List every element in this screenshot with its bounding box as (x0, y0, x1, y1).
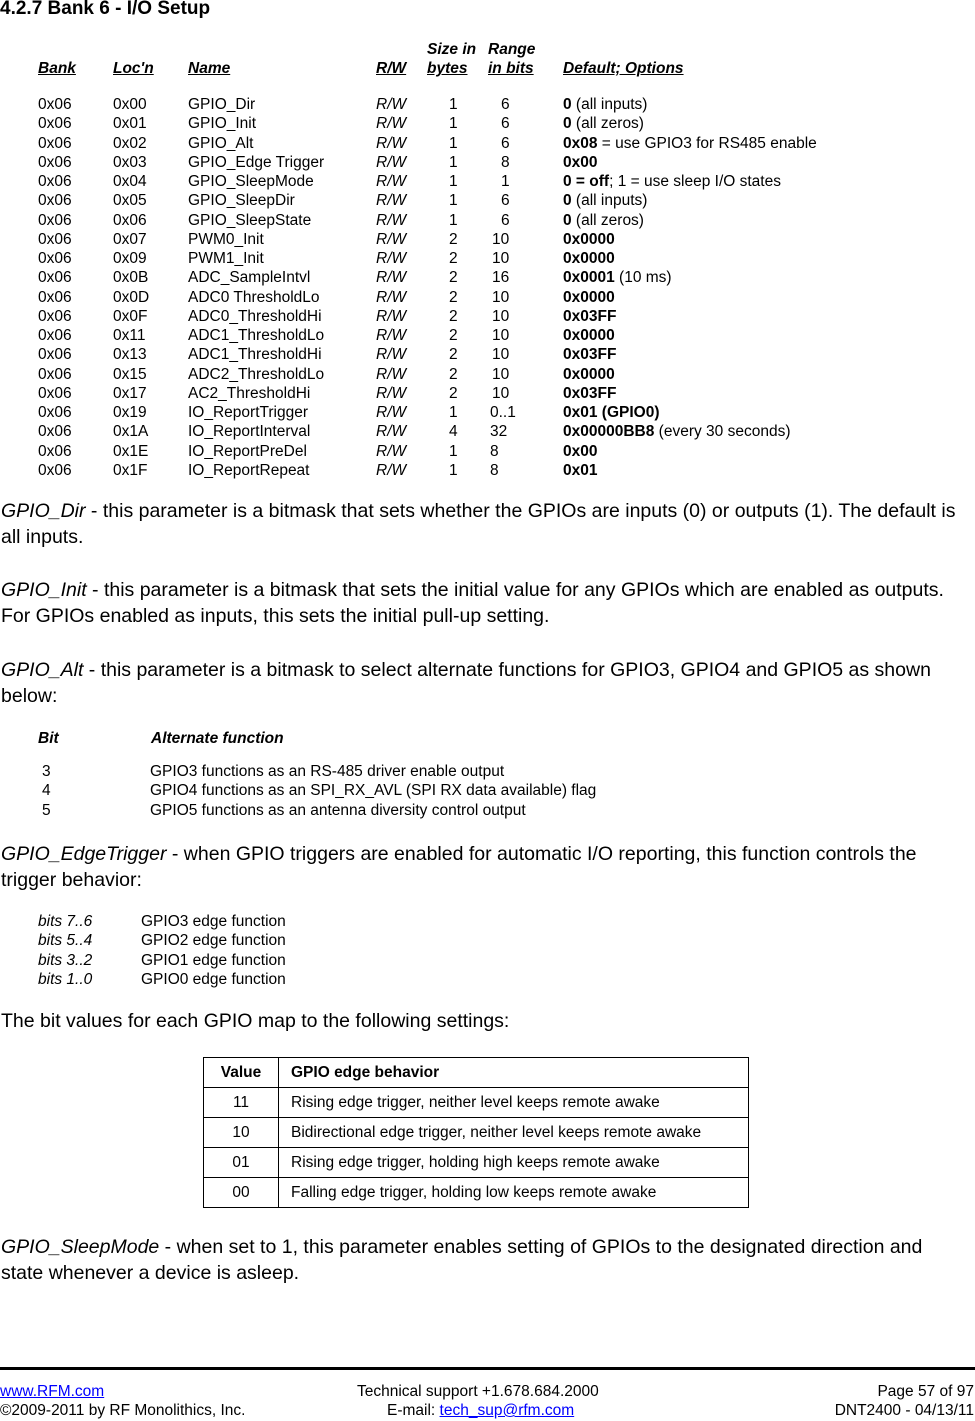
name-cell: ADC0 ThresholdLo (188, 288, 320, 306)
edge-bit-row (0, 971, 975, 990)
edge-row (204, 1148, 749, 1178)
name-cell: PWM0_Init (188, 230, 264, 248)
bank-cell: 0x06 (38, 365, 72, 383)
table-row (0, 327, 975, 346)
behavior-cell: Rising edge trigger, holding high keeps remote awake (279, 1148, 749, 1178)
locn-cell: 0x0F (113, 307, 148, 325)
range-cell: 8 (501, 153, 510, 171)
name-cell: GPIO_SleepDir (188, 192, 295, 210)
bank-cell: 0x06 (38, 327, 72, 344)
behavior-cell: Falling edge trigger, holding low keeps remote awake (279, 1178, 749, 1208)
rw-cell: R/W (376, 192, 407, 210)
range-cell: 8 (490, 442, 499, 460)
size-cell: 1 (449, 404, 458, 421)
rw-cell: R/W (376, 288, 407, 306)
locn-cell: 0x09 (113, 250, 147, 267)
table-row (0, 154, 975, 173)
default-cell (563, 423, 790, 441)
default-cell (563, 192, 647, 210)
rw-cell: R/W (376, 96, 407, 113)
size-cell: 1 (449, 115, 458, 133)
rw-cell: R/W (376, 346, 407, 364)
behavior-cell: Bidirectional edge trigger, neither level keeps remote awake (279, 1118, 749, 1148)
name-cell: ADC2_ThresholdLo (188, 365, 325, 383)
default-cell (563, 269, 672, 287)
range-cell: 16 (492, 269, 510, 287)
table-row (0, 231, 975, 250)
range-cell: 10 (492, 288, 510, 306)
default-cell (563, 173, 781, 191)
size-cell: 2 (449, 365, 458, 383)
edge-col-value: Value (204, 1058, 279, 1088)
default-cell (563, 289, 615, 307)
name-cell: IO_ReportTrigger (188, 404, 309, 421)
default-value: 0 (563, 192, 572, 210)
default-value: 0x0000 (563, 327, 615, 344)
size-cell: 2 (449, 327, 458, 344)
range-cell: 10 (492, 327, 510, 344)
col-bank: Bank (38, 60, 76, 77)
size-cell: 2 (449, 269, 458, 287)
default-note: (all inputs) (571, 96, 648, 113)
name-cell: GPIO_Edge Trigger (188, 153, 325, 171)
locn-cell: 0x15 (113, 365, 147, 383)
default-cell (563, 96, 647, 114)
size-cell: 1 (449, 461, 458, 479)
section-heading: 4.2.7 Bank 6 - I/O Setup (0, 0, 211, 19)
table-row (0, 404, 975, 423)
range-cell: 10 (492, 307, 510, 325)
default-cell (563, 308, 616, 326)
term: GPIO_SleepMode (1, 1236, 160, 1258)
rw-cell: R/W (376, 250, 407, 267)
para-gpio-init (1, 577, 961, 629)
name-cell: GPIO_SleepMode (188, 173, 314, 190)
default-value: 0x0001 (563, 269, 615, 287)
bits-cell: bits 7..6 (38, 913, 93, 930)
default-cell (563, 443, 597, 461)
bank-cell: 0x06 (38, 173, 72, 190)
table-row (0, 250, 975, 269)
table-row (0, 173, 975, 192)
default-cell (563, 212, 644, 230)
value-cell: 01 (204, 1148, 279, 1178)
rw-cell: R/W (376, 153, 407, 171)
rw-cell: R/W (376, 442, 407, 460)
name-cell: GPIO_Init (188, 115, 257, 133)
col-locn: Loc'n (113, 60, 154, 77)
default-cell (563, 385, 616, 403)
bank-cell: 0x06 (38, 307, 72, 325)
locn-cell: 0x00 (113, 96, 147, 113)
locn-cell: 0x17 (113, 384, 147, 402)
term: GPIO_Dir (1, 500, 86, 522)
default-value: 0 (563, 96, 572, 113)
default-value: 0x0000 (563, 230, 615, 248)
default-value: 0x0000 (563, 365, 615, 383)
default-value: 0x03FF (563, 346, 617, 364)
size-cell: 2 (449, 384, 458, 402)
table-row (0, 366, 975, 385)
table-row (0, 289, 975, 308)
range-cell: 32 (490, 423, 508, 441)
default-value: 0x01 (GPIO0) (563, 404, 660, 421)
rw-cell: R/W (376, 211, 407, 229)
locn-cell: 0x11 (113, 327, 146, 344)
table-row (0, 115, 975, 134)
locn-cell: 0x01 (113, 115, 147, 133)
bank-cell: 0x06 (38, 153, 72, 171)
locn-cell: 0x02 (113, 134, 147, 152)
rw-cell: R/W (376, 423, 407, 441)
size-cell: 4 (449, 423, 458, 441)
desc: - this parameter is a bitmask that sets whether the GPIOs are inputs (0) or outputs (1). The default is all inputs. (1, 500, 956, 548)
edge-bit-row (0, 932, 975, 951)
table-row (0, 308, 975, 327)
default-value: 0x01 (563, 461, 598, 479)
edge-bit-row (0, 952, 975, 971)
function-cell: GPIO4 functions as an SPI_RX_AVL (SPI RX data available) flag (150, 782, 597, 800)
default-value: 0x03FF (563, 307, 617, 325)
table-row (0, 423, 975, 442)
range-cell: 6 (501, 96, 510, 113)
locn-cell: 0x0B (113, 269, 149, 287)
range-cell: 10 (492, 250, 510, 267)
copyright: ©2009-2011 by RF Monolithics, Inc. (0, 1402, 246, 1419)
para-gpio-edge (1, 841, 961, 893)
default-note: ; 1 = use sleep I/O states (609, 173, 781, 190)
rw-cell: R/W (376, 230, 407, 248)
email-line (387, 1402, 574, 1420)
function-cell: GPIO3 functions as an RS-485 driver enable output (150, 763, 505, 780)
name-cell: PWM1_Init (188, 250, 264, 267)
size-cell: 2 (449, 230, 458, 248)
edge-row (204, 1118, 749, 1148)
rw-cell: R/W (376, 461, 407, 479)
bank-cell: 0x06 (38, 96, 72, 113)
term: GPIO_EdgeTrigger (1, 843, 167, 865)
table-row (0, 443, 975, 462)
term: GPIO_Alt (1, 659, 84, 681)
value-cell: 00 (204, 1178, 279, 1208)
range-cell: 6 (501, 115, 510, 133)
support-phone: Technical support +1.678.684.2000 (357, 1383, 599, 1400)
default-cell (563, 327, 615, 345)
default-value: 0x08 (563, 134, 598, 152)
para-gpio-dir (1, 498, 961, 550)
edge-bit-row (0, 913, 975, 932)
bank-cell: 0x06 (38, 250, 72, 267)
default-value: 0x00000BB8 (563, 423, 655, 441)
name-cell: ADC1_ThresholdHi (188, 346, 322, 364)
size-cell: 1 (449, 211, 458, 229)
name-cell: GPIO_Alt (188, 134, 254, 152)
desc: - this parameter is a bitmask that sets the initial value for any GPIOs which are enabled as outputs. For GPIOs enabled as inputs, this sets the initial pull-up setting. (1, 579, 944, 627)
para-gpio-alt (1, 657, 961, 709)
range-cell: 6 (501, 192, 510, 210)
default-value: 0x03FF (563, 384, 617, 402)
value-cell: 10 (204, 1118, 279, 1148)
term: GPIO_Init (1, 579, 87, 601)
table-row (0, 135, 975, 154)
rw-cell: R/W (376, 327, 407, 344)
col-rw: R/W (376, 60, 407, 77)
rw-cell: R/W (376, 404, 407, 421)
default-value: 0x00 (563, 153, 598, 171)
name-cell: IO_ReportInterval (188, 423, 311, 441)
page-number: Page 57 of 97 (877, 1383, 974, 1400)
footer-divider (0, 1367, 975, 1370)
rw-cell: R/W (376, 384, 407, 402)
size-cell: 2 (449, 288, 458, 306)
default-value: 0x0000 (563, 288, 615, 306)
default-note: (all zeros) (571, 211, 644, 229)
bank-cell: 0x06 (38, 346, 72, 364)
para-gpio-sleepmode (1, 1234, 961, 1286)
size-cell: 2 (449, 346, 458, 364)
bank-cell: 0x06 (38, 288, 72, 306)
default-note: (10 ms) (614, 269, 672, 287)
col-size: bytes (427, 60, 468, 77)
email-label: E-mail: (387, 1402, 440, 1419)
range-cell: 10 (492, 230, 510, 248)
default-cell (563, 462, 597, 480)
function-cell: GPIO5 functions as an antenna diversity control output (150, 801, 526, 819)
edge-row (204, 1088, 749, 1118)
bank-cell: 0x06 (38, 269, 72, 287)
name-cell: ADC0_ThresholdHi (188, 307, 322, 325)
para-bit-values: The bit values for each GPIO map to the following settings: (1, 1010, 510, 1032)
rw-cell: R/W (376, 115, 407, 133)
bank-cell: 0x06 (38, 404, 72, 421)
alt-row (0, 802, 975, 821)
default-cell (563, 346, 616, 364)
name-cell: GPIO_SleepState (188, 211, 312, 229)
table-row (0, 462, 975, 481)
default-cell (563, 154, 597, 172)
locn-cell: 0x0D (113, 288, 150, 306)
name-cell: IO_ReportRepeat (188, 461, 310, 479)
desc: - when GPIO triggers are enabled for automatic I/O reporting, this function controls the trigger behavior: (1, 843, 917, 891)
rw-cell: R/W (376, 365, 407, 383)
default-note: = use GPIO3 for RS485 enable (597, 134, 817, 152)
doc-id: DNT2400 - 04/13/11 (834, 1402, 974, 1419)
default-cell (563, 366, 615, 384)
range-cell: 1 (501, 173, 510, 190)
locn-cell: 0x1F (113, 461, 148, 479)
size-cell: 2 (449, 250, 458, 267)
table-row (0, 212, 975, 231)
bit-cell: 5 (42, 801, 51, 819)
range-cell: 10 (492, 384, 510, 402)
name-cell: AC2_ThresholdHi (188, 384, 311, 402)
size-cell: 1 (449, 173, 458, 190)
default-cell (563, 231, 615, 249)
col-range-top: Range (488, 41, 536, 58)
bank-cell: 0x06 (38, 230, 72, 248)
size-cell: 2 (449, 307, 458, 325)
bits-desc: GPIO3 edge function (141, 913, 286, 930)
alt-row (0, 782, 975, 801)
value-cell: 11 (204, 1088, 279, 1118)
table-row (0, 385, 975, 404)
desc: - when set to 1, this parameter enables setting of GPIOs to the designated direction and state whenever a device is asleep. (1, 1236, 923, 1284)
rw-cell: R/W (376, 134, 407, 152)
default-value: 0x00 (563, 442, 598, 460)
rw-cell: R/W (376, 307, 407, 325)
col-size-top: Size in (427, 41, 477, 58)
bits-desc: GPIO0 edge function (141, 970, 286, 988)
col-range: in bits (488, 60, 534, 77)
bank-cell: 0x06 (38, 384, 72, 402)
name-cell: ADC1_ThresholdLo (188, 327, 325, 344)
email-link[interactable]: tech_sup@rfm.com (439, 1402, 575, 1419)
size-cell: 1 (449, 442, 458, 460)
range-cell: 10 (492, 346, 510, 364)
default-value: 0x0000 (563, 250, 615, 267)
locn-cell: 0x1E (113, 442, 149, 460)
locn-cell: 0x06 (113, 211, 147, 229)
locn-cell: 0x04 (113, 173, 147, 190)
bank-cell: 0x06 (38, 442, 72, 460)
edge-col-behavior: GPIO edge behavior (279, 1058, 749, 1088)
behavior-cell: Rising edge trigger, neither level keeps remote awake (279, 1088, 749, 1118)
default-cell (563, 250, 615, 268)
default-cell (563, 404, 660, 422)
size-cell: 1 (449, 134, 458, 152)
bits-cell: bits 1..0 (38, 970, 93, 988)
default-note: (all inputs) (571, 192, 648, 210)
locn-cell: 0x05 (113, 192, 147, 210)
table-row (0, 346, 975, 365)
col-name: Name (188, 60, 231, 77)
size-cell: 1 (449, 153, 458, 171)
name-cell: GPIO_Dir (188, 96, 256, 113)
locn-cell: 0x13 (113, 346, 147, 364)
default-value: 0 = off (563, 173, 610, 190)
bank-cell: 0x06 (38, 192, 72, 210)
bits-cell: bits 3..2 (38, 951, 93, 969)
name-cell: IO_ReportPreDel (188, 442, 307, 460)
bank-cell: 0x06 (38, 134, 72, 152)
range-cell: 6 (501, 211, 510, 229)
table-row (0, 96, 975, 115)
edge-row (204, 1178, 749, 1208)
range-cell: 0..1 (490, 404, 516, 421)
size-cell: 1 (449, 96, 458, 113)
default-value: 0 (563, 211, 572, 229)
size-cell: 1 (449, 192, 458, 210)
bits-desc: GPIO1 edge function (141, 951, 286, 969)
bank-cell: 0x06 (38, 423, 72, 441)
locn-cell: 0x19 (113, 404, 147, 421)
alt-col-bit: Bit (38, 730, 59, 747)
bits-cell: bits 5..4 (38, 932, 93, 950)
default-value: 0 (563, 115, 572, 133)
default-cell (563, 115, 644, 133)
range-cell: 8 (490, 461, 499, 479)
bank-cell: 0x06 (38, 461, 72, 479)
range-cell: 6 (501, 134, 510, 152)
locn-cell: 0x07 (113, 230, 147, 248)
bank-cell: 0x06 (38, 211, 72, 229)
default-cell (563, 135, 817, 153)
website-link[interactable]: www.RFM.com (0, 1383, 105, 1400)
name-cell: ADC_SampleIntvl (188, 269, 311, 287)
alt-col-function: Alternate function (151, 730, 284, 747)
bit-cell: 3 (42, 763, 51, 780)
col-default: Default; Options (563, 60, 684, 77)
locn-cell: 0x1A (113, 423, 149, 441)
default-note: (every 30 seconds) (654, 423, 791, 441)
bits-desc: GPIO2 edge function (141, 932, 286, 950)
edge-behavior-table (203, 1057, 749, 1208)
locn-cell: 0x03 (113, 153, 147, 171)
desc: - this parameter is a bitmask to select alternate functions for GPIO3, GPIO4 and GPIO5 as shown below: (1, 659, 931, 707)
alt-row (0, 763, 975, 782)
table-row (0, 192, 975, 211)
rw-cell: R/W (376, 269, 407, 287)
bank-cell: 0x06 (38, 115, 72, 133)
rw-cell: R/W (376, 173, 407, 190)
range-cell: 10 (492, 365, 510, 383)
bit-cell: 4 (42, 782, 51, 800)
table-row (0, 269, 975, 288)
default-note: (all zeros) (571, 115, 644, 133)
